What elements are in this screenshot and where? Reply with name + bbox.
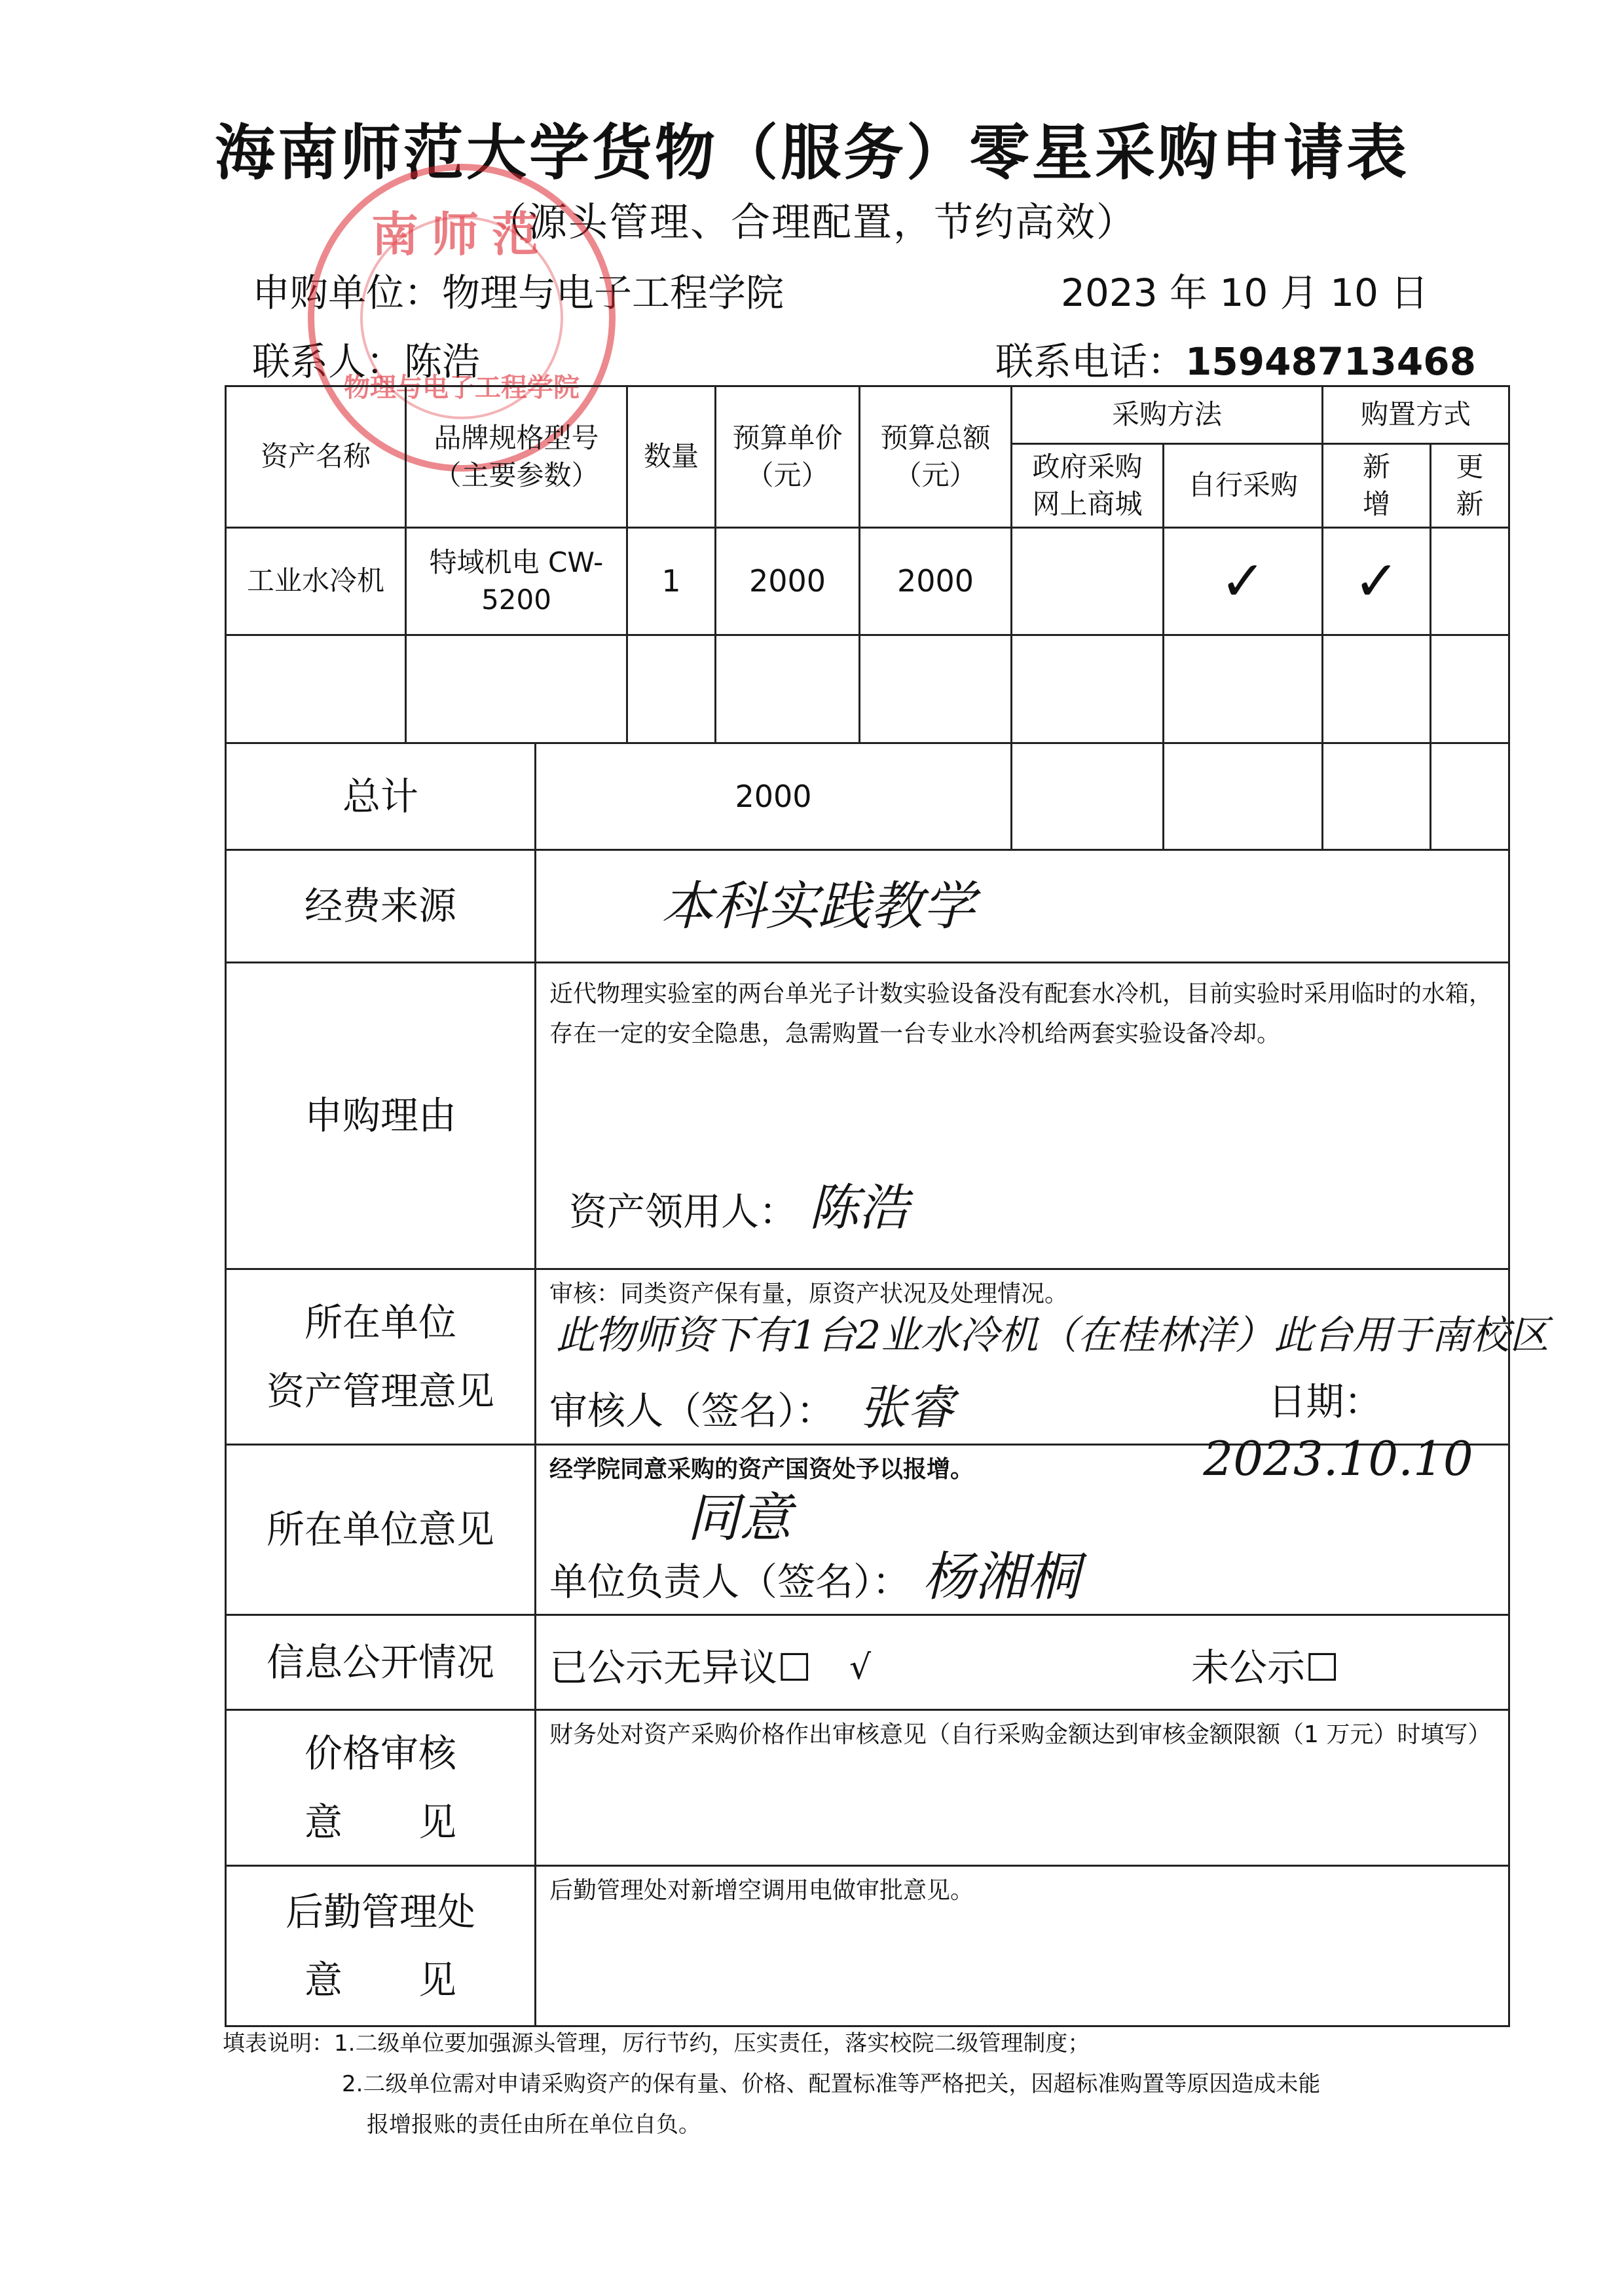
- publicity-yes-option[interactable]: 已公示无异议☐: [549, 1645, 811, 1690]
- col-purchase-method: 采购方法: [1012, 386, 1323, 444]
- leader-signature: 杨湘桐: [922, 1546, 1080, 1607]
- form-title: 海南师范大学货物（服务）零星采购申请表: [214, 118, 1409, 188]
- asset-mgmt-label-line2: 资产管理意见: [266, 1368, 494, 1413]
- logistics-label-line1: 后勤管理处: [285, 1889, 475, 1934]
- publicity-no-option[interactable]: 未公示☐: [1191, 1645, 1339, 1690]
- item-unit-price: 2000: [716, 528, 860, 635]
- price-review-label-line1: 价格审核: [304, 1731, 456, 1776]
- application-form-table: [225, 385, 1549, 2027]
- contact-label: 联系人：: [252, 339, 405, 384]
- seal-bottom-text: 物理与电子工程学院: [344, 373, 580, 403]
- item-method-gov: [1012, 528, 1164, 635]
- leader-field: [549, 1542, 1079, 1613]
- publicity-cell: [536, 1615, 1509, 1710]
- receiver-label: 资产领用人：: [569, 1189, 798, 1234]
- asset-mgmt-note: 审核：同类资产保有量，原资产状况及处理情况。: [549, 1280, 1069, 1307]
- footer-note-2: 2.二级单位需对申请采购资产的保有量、价格、配置标准等严格把关，因超标准购置等原因造成未能: [342, 2071, 1321, 2097]
- total-value: 2000: [536, 743, 1012, 850]
- logistics-note: 后勤管理处对新增空调用电做审批意见。: [549, 1876, 974, 1904]
- unit-value: 物理与电子工程学院: [442, 271, 784, 315]
- form-subtitle: （源头管理、合理配置，节约高效）: [487, 200, 1137, 246]
- checkmark-icon: ✓: [1219, 548, 1266, 613]
- logistics-cell: [536, 1866, 1509, 2026]
- unit-opinion-label: 所在单位意见: [226, 1445, 536, 1615]
- date-field: 2023 年 10 月 10 日: [1061, 271, 1429, 315]
- col-unit-price: 预算单价（元）: [716, 386, 860, 528]
- table-row: [226, 528, 1509, 635]
- logistics-label: [226, 1866, 536, 2026]
- price-review-label: [226, 1710, 536, 1866]
- publicity-label: 信息公开情况: [226, 1615, 536, 1710]
- unit-opinion-cell: [536, 1445, 1509, 1615]
- footer-note-3: 报增报账的责任由所在单位自负。: [367, 2112, 701, 2138]
- publicity-yes-checkmark-icon: √: [849, 1647, 872, 1687]
- contact-value: 陈浩: [404, 339, 481, 384]
- seal-top-text: 南师范: [371, 207, 552, 262]
- item-spec: 特域机电 CW-5200: [406, 528, 627, 635]
- reviewer-field: [549, 1376, 953, 1440]
- col-purchase-mode: 购置方式: [1323, 386, 1509, 444]
- total-label: 总计: [226, 743, 536, 850]
- col-spec: 品牌规格型号（主要参数）: [406, 386, 627, 528]
- col-asset-name: 资产名称: [226, 386, 406, 528]
- price-review-label-line2: 意 见: [304, 1799, 456, 1844]
- review-date-value: 2023.10.10: [1203, 1430, 1473, 1486]
- item-mode-new: [1323, 528, 1431, 635]
- col-mode-new: 新增: [1323, 444, 1431, 528]
- col-total-budget: 预算总额（元）: [860, 386, 1012, 528]
- funding-cell: [536, 850, 1509, 963]
- reason-label: 申购理由: [226, 963, 536, 1269]
- item-method-self: [1164, 528, 1323, 635]
- leader-label: 单位负责人（签名）：: [549, 1559, 911, 1604]
- reviewer-signature: 张睿: [859, 1379, 954, 1435]
- phone-field: [995, 331, 1476, 386]
- funding-handwritten: 本科实践教学: [661, 875, 975, 937]
- col-method-self: 自行采购: [1164, 444, 1323, 528]
- reviewer-label: 审核人（签名）：: [549, 1388, 835, 1433]
- item-asset-name: 工业水冷机: [226, 528, 406, 635]
- reason-cell: [536, 963, 1509, 1269]
- unit-label: 申购单位：: [252, 271, 443, 315]
- funding-label: 经费来源: [226, 850, 536, 963]
- item-qty: 1: [627, 528, 716, 635]
- logistics-label-line2: 意 见: [304, 1958, 456, 2002]
- footer-note-1: 填表说明：1.二级单位要加强源头管理，厉行节约，压实责任，落实校院二级管理制度；: [223, 2030, 1090, 2057]
- item-mode-renew: [1431, 528, 1509, 635]
- receiver-signature: 陈浩: [809, 1178, 909, 1237]
- phone-value: 15948713468: [1185, 339, 1476, 384]
- asset-mgmt-label-line1: 所在单位: [304, 1300, 456, 1345]
- unit-opinion-handwritten: 同意: [687, 1487, 792, 1548]
- unit-opinion-note: 经学院同意采购的资产国资处予以报增。: [549, 1455, 974, 1483]
- asset-mgmt-label: [226, 1269, 536, 1445]
- price-review-note: 财务处对资产采购价格作出审核意见（自行采购金额达到审核金额限额（1 万元）时填写）: [549, 1721, 1492, 1748]
- table-row: [226, 635, 1509, 743]
- receiver-field: [569, 1174, 908, 1242]
- review-date-label: 日期：: [1268, 1379, 1382, 1424]
- price-review-cell: [536, 1710, 1509, 1866]
- col-mode-renew: 更新: [1431, 444, 1509, 528]
- col-method-gov: 政府采购网上商城: [1012, 444, 1164, 528]
- reason-text: 近代物理实验室的两台单光子计数实验设备没有配套水冷机，目前实验时采用临时的水箱，存在一定的安全隐患，急需购置一台专业水冷机给两套实验设备冷却。: [549, 980, 1493, 1047]
- checkmark-icon: ✓: [1353, 548, 1400, 613]
- asset-mgmt-handwritten: 此物师资下有1台2业水冷机（在桂林洋）此台用于南校区: [556, 1312, 1549, 1358]
- phone-label: 联系电话：: [995, 339, 1186, 384]
- col-qty: 数量: [627, 386, 716, 528]
- item-total: 2000: [860, 528, 1012, 635]
